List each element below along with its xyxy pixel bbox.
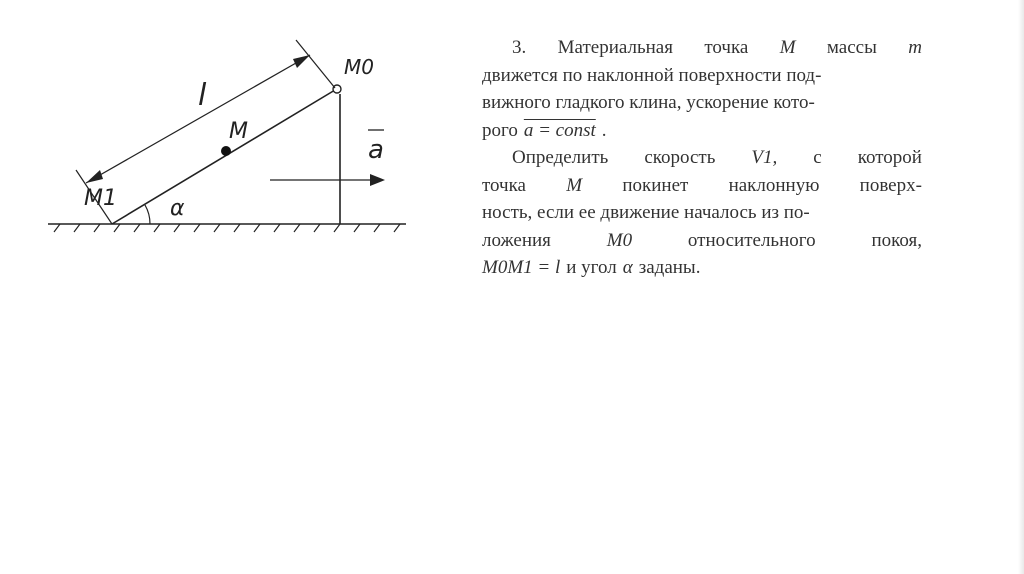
- incline-line: [112, 90, 335, 224]
- formula-acceleration: a = const: [523, 119, 596, 141]
- problem-line-9: M0M1 = l и угол α заданы.: [482, 254, 922, 282]
- problem-text: [482, 34, 922, 282]
- problem-line-1: 3. Материальная точка M массы m: [482, 34, 922, 62]
- page-edge-shadow: [1018, 0, 1024, 574]
- problem-number: 3.: [512, 37, 527, 58]
- label-length-l: l: [198, 78, 207, 113]
- angle-arc: [145, 205, 150, 224]
- dimension-extension-top: [296, 40, 335, 88]
- label-point-m: M: [229, 119, 248, 144]
- problem-line-8: ложения M0 относительного покоя,: [482, 229, 922, 251]
- label-point-m0: M0: [344, 55, 374, 79]
- problem-line-7: ность, если ее движение началось из по-: [482, 202, 810, 223]
- ground-hatching: [54, 224, 400, 232]
- problem-line-2: движется по наклонной поверхности под-: [482, 64, 822, 86]
- label-point-m1: M1: [84, 186, 117, 211]
- formula-m0m1: M0M1 = l: [482, 257, 561, 278]
- wedge-diagram: [0, 0, 430, 260]
- problem-line-4: рого a = const .: [482, 117, 922, 145]
- problem-line-6: точка M покинет наклонную поверх-: [482, 174, 922, 196]
- label-angle-alpha: α: [170, 196, 185, 221]
- dimension-line-l: [86, 55, 310, 183]
- dimension-arrow-upper: [293, 55, 310, 68]
- acceleration-arrowhead: [370, 174, 385, 186]
- material-point-m: [221, 146, 231, 156]
- problem-line-5: Определить скорость V1, с которой: [512, 147, 922, 168]
- label-acceleration-a: a: [368, 135, 384, 165]
- dimension-arrow-lower: [86, 170, 103, 183]
- problem-line-3: вижного гладкого клина, ускорение кото-: [482, 92, 815, 113]
